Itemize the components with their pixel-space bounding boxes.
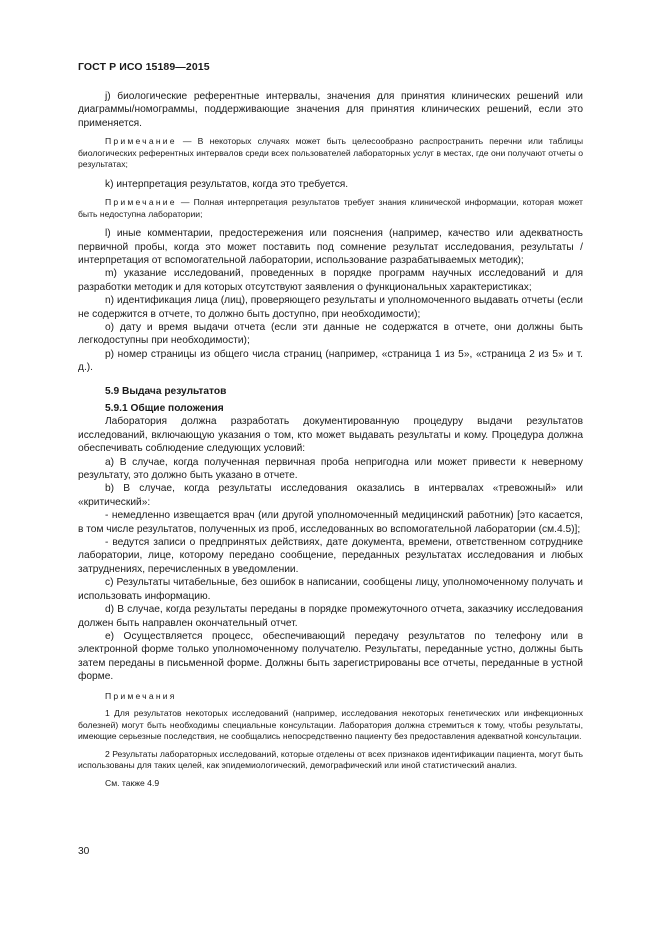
subsection-heading: 5.9.1 Общие положения xyxy=(105,403,224,414)
condition-b-dash-2: - ведутся записи о предпринятых действиях, дате документа, времени, ответственном сотруднике лаборатории, лице, которому передано сообщение, переданных результатах исследования и любых затруднениях, перечисленных в уведомлении. xyxy=(78,537,583,575)
note-1 xyxy=(78,136,583,171)
page-number: 30 xyxy=(78,846,90,857)
note-2-label: Примечание xyxy=(105,197,177,208)
item-m: m) указание исследований, проведенных в порядке программ научных исследований и для разработки методик и для которых отсутствуют заявления о функциональных характеристиках; xyxy=(78,268,583,293)
document-body xyxy=(78,90,583,789)
item-j: j) биологические референтные интервалы, значения для принятия клинических решений или диаграммы/номограммы, поддерживающие значения для принятия клинических решений, если это применяется. xyxy=(78,91,583,129)
condition-b: b) В случае, когда результаты исследования оказались в интервалах «тревожный» или «критический»: xyxy=(78,483,583,508)
note-1-text: — В некоторых случаях может быть целесообразно распространить перечни или таблицы биологических референтных интервалов среди всех пользователей лабораторных услуг в местах, где они получают отчеты о результатах; xyxy=(78,136,583,170)
see-also: См. также 4.9 xyxy=(105,777,160,788)
item-n: n) идентификация лица (лиц), проверяющего результаты и уполномоченного выдавать отчеты (если не содержится в отчете, то должно быть доступно, при необходимости); xyxy=(78,295,583,320)
condition-b-dash-1: - немедленно извещается врач (или другой уполномоченный медицинский работник) [это касается, в том числе результатов, полученных из проб, исследованных во вспомогательной лаборатории (см.4.5)]; xyxy=(78,510,583,535)
intro-paragraph: Лаборатория должна разработать документированную процедуру выдачи результатов исследований, включающую указания о том, кто может выдавать результаты и кому. Процедура должна обеспечивать соблюдение следующих условий: xyxy=(78,416,583,455)
condition-e: е) Осуществляется процесс, обеспечивающий передачу результатов по телефону или в электронной форме только уполномоченному получателю. Результаты, переданные устно, должны быть затем переданы в письменной форме. Должны быть зарегистрированы все отчеты, переданные в устной форме. xyxy=(78,630,583,683)
notes-heading: Примечания xyxy=(105,690,177,701)
item-p: р) номер страницы из общего числа страниц (например, «страница 1 из 5», «страница 2 из 5» и т. д.). xyxy=(78,348,583,374)
item-o: о) дату и время выдачи отчета (если эти данные не содержатся в отчете, они должны быть легкодоступны при необходимости); xyxy=(78,321,583,347)
item-k: k) интерпретация результатов, когда это требуется. xyxy=(105,178,349,190)
document-header: ГОСТ Р ИСО 15189—2015 xyxy=(78,61,210,73)
condition-c: с) Результаты читабельные, без ошибок в написании, сообщены лицу, уполномоченному получать и использовать информацию. xyxy=(78,577,583,602)
condition-a: а) В случае, когда полученная первичная проба непригодна или может привести к неверному результату, это должно быть указано в отчете. xyxy=(78,456,583,482)
condition-d: d) В случае, когда результаты переданы в порядке промежуточного отчета, заказчику исследования должен быть направлен окончательный отчет. xyxy=(78,604,583,629)
note-2-text: — Полная интерпретация результатов требует знания клинической информации, которая может быть недоступна лаборатории; xyxy=(78,197,583,219)
section-heading: 5.9 Выдача результатов xyxy=(105,385,227,397)
note-2 xyxy=(78,197,583,220)
item-l: l) иные комментарии, предостережения или пояснения (например, качество или адекватность первичной пробы, когда это может поставить под сомнение результат исследования, результаты / интерпретация от вспомогательной лаборатории, использование разрабатываемых методик); xyxy=(78,228,583,266)
note-numbered-2: 2 Результаты лабораторных исследований, которые отделены от всех признаков идентификации пациента, могут быть использованы для таких целей, как эпидемиологический, демографический или иной статистический анализ. xyxy=(78,748,583,771)
note-numbered-1: 1 Для результатов некоторых исследований (например, исследования некоторых генетических или инфекционных болезней) могут быть необходимы специальные консультации. Лаборатория должна стремиться к тому, чтобы результаты, имеющие серьезные последствия, не сообщались непосредственно пациенту без предоставления адекватной консультации. xyxy=(78,708,583,742)
note-1-label: Примечание xyxy=(105,136,177,147)
